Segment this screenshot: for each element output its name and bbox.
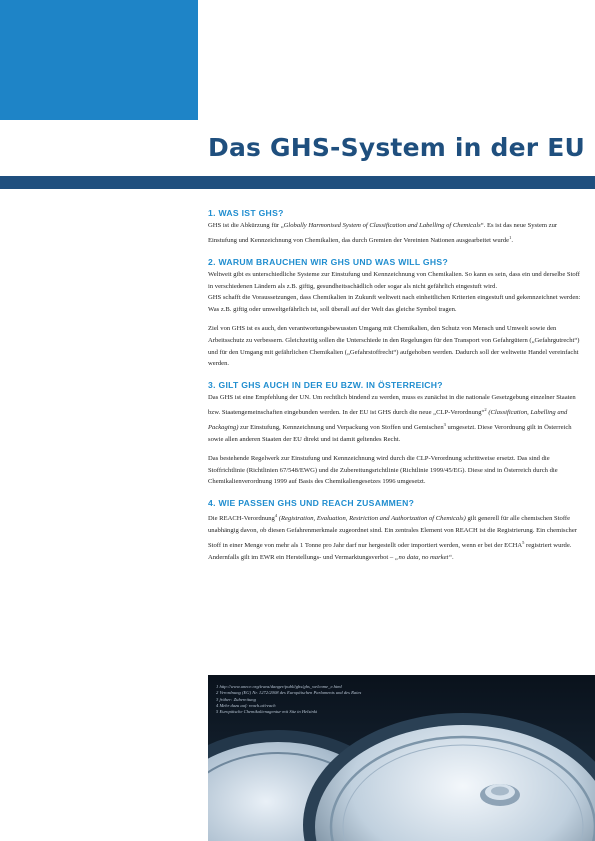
section-paragraph: Das bestehende Regelwerk zur Einstufung und Kennzeichnung wird durch die CLP-Verordnung schrittweise ersetzt. Das sind die Stoffrichtlinie (Richtlinien 67/548/EWG) und die Zubereitungsrichtlinie (Richtlinie 1999/45/EG). Diese sind in Österreich durch die Chemikalienverordnung 1999 auf Basis des Chemikaliengesetzes 1996 umgesetzt. [208, 454, 558, 486]
emphasis-text: (Registration, Evaluation, Restriction and Authorization of Chemicals) [278, 515, 466, 523]
section-4 [208, 498, 586, 564]
section-3 [208, 380, 586, 488]
section-heading: 1. WAS IST GHS? [208, 208, 284, 218]
section-paragraph: Weltweit gibt es unterschiedliche Systeme zur Einstufung und Kennzeichnung von Chemikalien. So kann es sein, dass ein und derselbe Stoff in verschiedenen Ländern als z.B. giftig, gesundheitsschädlich oder sogar als nicht gefährlich eingestuft wird. [208, 270, 580, 290]
section-paragraph: Das GHS ist eine Empfehlung der UN. Um rechtlich bindend zu werden, muss es zunächst in die nationale Gesetzgebung einzelner Staaten bzw. Staatengemeinschaften eingebunden werden. In der EU ist GHS durch die neue „CLP-Verordnung“$^2$ (Classification, Labelling and Packaging) zur Einstufung, Kennzeichnung und Verpackung von Stoffen und Gemischen$^3$ umgesetzt. Diese Verordnung gilt in Österreich sowie allen anderen Staaten der EU direkt und ist damit geltendes Recht. [208, 394, 576, 443]
footnote-ref: 5 [522, 539, 525, 545]
emphasis-text: „no data, no market“ [394, 553, 453, 561]
section-heading: 4. WIE PASSEN GHS UND REACH ZUSAMMEN? [208, 498, 415, 509]
footnote-ref: 1 [509, 234, 512, 240]
footnotes [216, 684, 456, 715]
section-heading: 3. GILT GHS AUCH IN DER EU BZW. IN ÖSTERREICH? [208, 380, 443, 391]
footnote-ref: 2 [484, 406, 487, 412]
section-2 [208, 257, 586, 370]
footnote: 4 Mehr dazu auf: reach.at/reach [216, 702, 276, 708]
page-title: Das GHS-System in der EU [208, 133, 586, 162]
top-color-block [0, 0, 198, 120]
footnote: 3 früher: Zubereitung [216, 696, 256, 702]
footnote: 5 Europäische Chemikalienagentur mit Sitz in Helsinki [216, 709, 318, 715]
emphasis-text: Globally Harmonised System of Classification and Labelling of Chemicals [283, 222, 481, 229]
section-paragraph: GHS schafft die Voraussetzungen, dass Chemikalien in Zukunft weltweit nach einheitlichen Kriterien eingestuft und gekennzeichnet werden: Was z.B. giftig oder umweltgefährlich ist, soll überall auf der Welt das gleiche Symbol tragen. [208, 294, 581, 314]
footnote: 2 Verordnung (EG) Nr. 1272/2008 des Europäischen Parlaments und des Rates [216, 690, 362, 696]
section-paragraph: Die REACH-Verordnung$^4$ (Registration, Evaluation, Restriction and Authorization of Chemicals) gilt generell für alle chemischen Stoffe unabhängig davon, ob diesen Gefahrenmerkmale zugeordnet sind. Ein zentrales Element von REACH ist die Registrierung. Ein chemischer Stoff in einer Menge von mehr als 1 Tonne pro Jahr darf nur hergestellt oder importiert werden, wenn er bei der ECHA$^5$ registriert wurde. Andernfalls gilt im EWR ein Herstellungs- und Vermarktungsverbot – „no data, no market“. [208, 513, 577, 561]
footnote: 1 http://www.unece.org/trans/danger/publi/ghs/ghs_welcome_e.html [216, 684, 342, 689]
section-heading: 2. WARUM BRAUCHEN WIR GHS UND WAS WILL GHS? [208, 256, 448, 267]
footnote-ref: 4 [274, 513, 278, 519]
title-underline-bar [0, 176, 595, 189]
emphasis-text: (Classification, Labelling and Packaging) [208, 409, 568, 432]
section-1 [208, 208, 586, 247]
article-body [208, 208, 586, 564]
section-paragraph: Ziel von GHS ist es auch, den verantwortungsbewussten Umgang mit Chemikalien, den Schutz von Mensch und Umwelt sowie den Arbeitsschutz zu verbessern. Gleichzeitig sollen die Unterschiede in den Regelungen für den Transport von Gefahrgütern („Gefahrgutrecht“) und für den Umgang mit gefährlichen Chemikalien („Gefahrstoffrecht“) aufgehoben werden. Dadurch soll der weltweite Handel vereinfacht werden. [208, 324, 580, 368]
section-paragraph: GHS ist die Abkürzung für „Globally Harmonised System of Classification and Labelling of Chemicals“. Es ist das neue System zur Einstufung und Kennzeichnung von Chemikalien, das durch Gremien der Vereinten Nationen ausgearbeitet wurde$^1$. [208, 222, 558, 244]
footnote-ref: 3 [443, 421, 446, 427]
barrel-photo [208, 675, 595, 841]
